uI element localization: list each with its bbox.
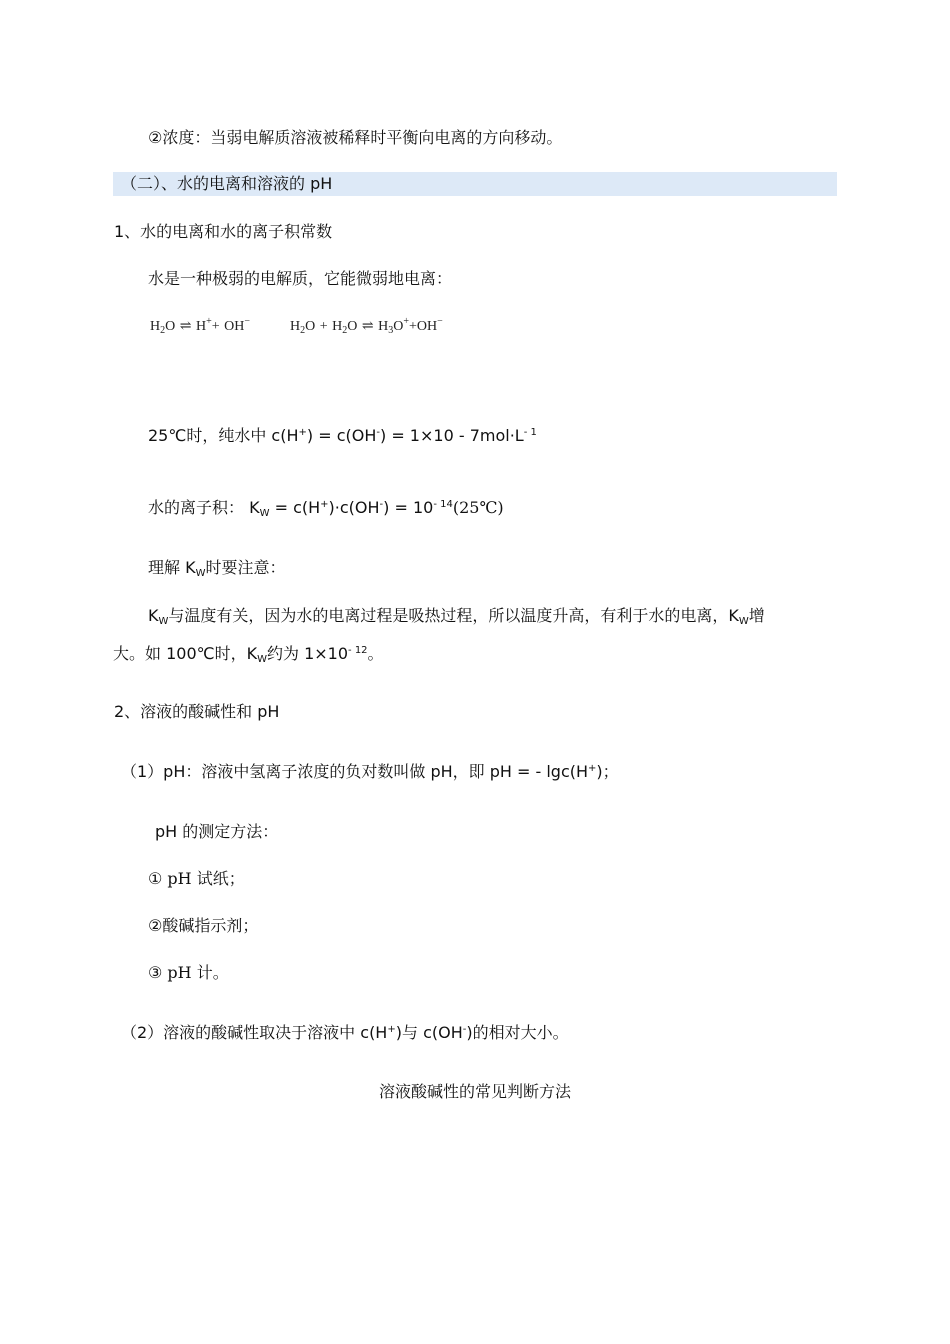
ph-definition: （1）pH：溶液中氢离子浓度的负对数叫做 pH，即 pH = - lgc(H+)； bbox=[121, 762, 619, 781]
equilibrium-arrow-icon: ⇌ bbox=[179, 319, 192, 334]
ionization-equation-2: $H_2O + H_2O$ ⇌ $H_3O^++OH^-$ bbox=[290, 316, 443, 336]
sub1-heading: 1、水的电离和水的离子积常数 bbox=[114, 222, 333, 241]
kw-temperature-line-1: $K_W$与温度有关，因为水的电离过程是吸热过程，所以温度升高，有利于水的电离，$K_W$增 bbox=[148, 606, 765, 627]
kw-definition: 水的离子积： $K_W = c(H^+)\cdot c(OH^-)$ = $10^{- 14}(25℃)$ bbox=[148, 498, 504, 519]
kw-temperature-line-2: 大。如 100℃时，$K_W$约为 $1\times 10^{- 12}$。 bbox=[113, 644, 384, 665]
acidity-determination: （2）溶液的酸碱性取决于溶液中 c(H+)与 c(OH-)的相对大小。 bbox=[121, 1023, 569, 1042]
ph-method-2: ②酸碱指示剂； bbox=[148, 916, 259, 935]
section2-heading: （二）、水的电离和溶液的 pH bbox=[121, 174, 333, 193]
ph-method-3: ③ pH 计。 bbox=[148, 963, 229, 982]
ionization-equation-1: $H_2O$ ⇌ H++ OH− bbox=[150, 316, 251, 336]
sub2-heading: 2、溶液的酸碱性和 pH bbox=[114, 702, 280, 721]
equilibrium-arrow-icon: ⇌ bbox=[361, 319, 374, 334]
concentration-note: ②浓度：当弱电解质溶液被稀释时平衡向电离的方向移动。 bbox=[148, 128, 563, 147]
kw-note-title: 理解 $K_W$时要注意： bbox=[148, 558, 286, 579]
ph-methods-title: pH 的测定方法： bbox=[155, 822, 279, 841]
section-heading-band bbox=[113, 172, 837, 196]
table-title: 溶液酸碱性的常见判断方法 bbox=[378, 1082, 571, 1101]
pure-water-concentration: 25℃时，纯水中 $c(H^+) = c(OH^-) = 1\times 10 - 7mol\cdot L^{- 1}$ bbox=[148, 426, 537, 445]
water-intro: 水是一种极弱的电解质，它能微弱地电离： bbox=[148, 269, 453, 288]
ph-method-1: ① pH 试纸； bbox=[148, 869, 245, 888]
